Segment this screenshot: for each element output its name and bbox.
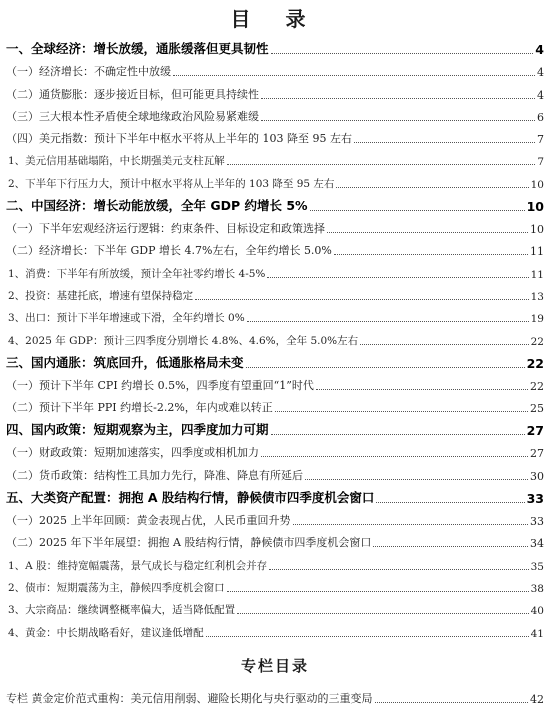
toc-entry[interactable] (6, 617, 544, 639)
toc-entry[interactable] (6, 506, 544, 528)
toc-entry-label: 1、消费：下半年有所放缓，预计全年社零约增长 4-5% (8, 267, 266, 280)
dot-leader (360, 344, 528, 345)
toc-entry-label: 4、黄金：中长期战略看好，建议逢低增配 (8, 626, 204, 639)
dot-leader (327, 232, 528, 233)
dot-leader (271, 434, 525, 435)
toc-entry-page: 11 (530, 245, 544, 259)
toc-entry-label: 2、投资：基建托底，增速有望保持稳定 (8, 289, 194, 302)
dot-leader (269, 569, 529, 570)
toc-entry[interactable] (6, 325, 544, 347)
dot-leader (316, 389, 528, 390)
dot-leader (373, 546, 528, 547)
toc-entry[interactable] (6, 483, 544, 506)
dot-leader (246, 367, 525, 368)
dot-leader (293, 524, 529, 525)
toc-entry-label: 一、全球经济：增长放缓，通胀缓落但更具韧性 (6, 41, 269, 56)
toc-entry[interactable] (6, 236, 544, 258)
toc-entry[interactable] (6, 550, 544, 572)
dot-leader (173, 75, 535, 76)
dot-leader (227, 591, 529, 592)
toc-entry[interactable] (6, 281, 544, 303)
toc-entry-label: （三）三大根本性矛盾使全球地缘政治风险易紧难缓 (6, 109, 259, 123)
dot-leader (375, 702, 529, 703)
toc-entry-label: （二）经济增长：下半年 GDP 增长 4.7%左右，全年约增长 5.0% (6, 244, 332, 258)
toc-entry-page: 4 (537, 66, 544, 80)
toc-entry-label: （四）美元指数：预计下半年中枢水平将从上半年的 103 降至 95 左右 (6, 132, 352, 146)
toc-entry[interactable] (6, 348, 544, 371)
toc-entry-page: 25 (530, 402, 544, 416)
dot-leader (247, 321, 529, 322)
toc-entry-page: 4 (535, 42, 544, 57)
toc-entry-page: 13 (530, 290, 544, 303)
toc-entry[interactable] (6, 34, 544, 57)
toc-entry-page: 10 (530, 223, 544, 237)
dot-leader (195, 299, 528, 300)
toc-entry-label: （一）预计下半年 CPI 约增长 0.5%，四季度有望重回“1”时代 (6, 378, 314, 392)
toc-entry-label: （二）预计下半年 PPI 约增长-2.2%，年内或难以转正 (6, 401, 273, 415)
toc-entry-label: 2、债市：短期震荡为主，静候四季度机会窗口 (8, 581, 225, 594)
toc-entry[interactable] (6, 573, 544, 595)
dot-leader (354, 142, 535, 143)
toc-entry[interactable] (6, 303, 544, 325)
dot-leader (267, 277, 528, 278)
toc-entry[interactable] (6, 258, 544, 280)
toc-entry-label: （二）货币政策：结构性工具加力先行，降准、降息有所延后 (6, 468, 303, 482)
dot-leader (206, 636, 529, 637)
dot-leader (376, 502, 524, 503)
toc-entry-label: 二、中国经济：增长动能放缓，全年 GDP 约增长 5% (6, 197, 308, 213)
toc-entry[interactable] (6, 102, 544, 124)
toc-entry-page: 6 (537, 110, 544, 124)
toc-entry-label: （一）经济增长：不确定性中放缓 (6, 65, 171, 79)
dot-leader (275, 411, 528, 412)
toc-entry[interactable] (6, 191, 544, 214)
toc-entry-label: 1、A 股：维持宽幅震荡，景气成长与稳定红利机会并存 (8, 559, 268, 572)
dot-leader (271, 53, 534, 54)
toc-entry-page: 7 (537, 156, 544, 169)
toc-entry[interactable] (6, 124, 544, 146)
toc-entry-page: 22 (526, 355, 544, 371)
toc-entry-page: 38 (530, 582, 544, 595)
toc-entry-label: 2、下半年下行压力大，预计中枢水平将从上半年的 103 降至 95 左右 (8, 177, 335, 190)
toc-entry-page: 22 (530, 379, 544, 393)
toc-entry-label: （一）2025 上半年回顾：黄金表现占优，人民币重回升势 (6, 514, 291, 528)
toc-entry[interactable] (6, 371, 544, 393)
toc-entry-label: 四、国内政策：短期观察为主，四季度加力可期 (6, 422, 269, 438)
dot-leader (305, 479, 528, 480)
dot-leader (227, 164, 536, 165)
toc-entry-label: 3、大宗商品：继续调整概率偏大，适当降低配置 (8, 604, 236, 617)
toc-entry-label: 4、2025 年 GDP：预计三四季度分别增长 4.8%、4.6%，全年 5.0%左右 (8, 334, 359, 347)
toc-entry-label: 1、美元信用基础塌陷，中长期强美元支柱瓦解 (8, 155, 225, 168)
toc-entry-page: 27 (530, 447, 544, 461)
toc-entry[interactable] (6, 415, 544, 438)
toc-entry-page: 10 (526, 198, 544, 214)
toc-entry[interactable] (6, 146, 544, 168)
toc-entry-page: 19 (530, 313, 544, 326)
toc-entry-page: 41 (530, 627, 544, 640)
toc-entry-page: 30 (530, 469, 544, 483)
toc-entry-page: 33 (526, 490, 544, 506)
dot-leader (334, 254, 528, 255)
toc-entry-page: 22 (530, 335, 544, 348)
toc-entry-page: 35 (530, 560, 544, 573)
toc-entry-label: （一）财政政策：短期加速落实，四季度或相机加力 (6, 446, 259, 460)
toc-entry-page: 42 (530, 692, 544, 706)
toc-entry[interactable] (6, 214, 544, 236)
toc-entry-page: 10 (530, 178, 544, 191)
toc-entry[interactable] (6, 684, 544, 706)
dot-leader (261, 456, 528, 457)
toc-entry[interactable] (6, 438, 544, 460)
toc-entry-label: 五、大类资产配置：拥抱 A 股结构行情，静候债市四季度机会窗口 (6, 489, 375, 505)
toc-entry[interactable] (6, 57, 544, 79)
dot-leader (261, 120, 535, 121)
toc-entry[interactable] (6, 595, 544, 617)
toc-entry-label: （二）通货膨胀：逐步接近目标，但可能更具持续性 (6, 87, 259, 101)
toc-entry-page: 34 (530, 537, 544, 551)
toc-entry[interactable] (6, 79, 544, 101)
toc-entry-label: （一）下半年宏观经济运行逻辑：约束条件、目标设定和政策选择 (6, 222, 325, 236)
toc-entry[interactable] (6, 528, 544, 550)
toc-entry-label: 三、国内通胀：筑底回升，低通胀格局未变 (6, 354, 244, 370)
toc-entry-page: 27 (526, 423, 544, 439)
toc-entry-page: 4 (537, 88, 544, 102)
dot-leader (310, 210, 525, 211)
column-toc-title: 专栏目录 (240, 656, 309, 675)
toc-entry-page: 7 (537, 133, 544, 147)
column-toc-list (6, 684, 544, 706)
toc-entry-page: 11 (530, 268, 544, 281)
dot-leader (261, 98, 535, 99)
toc-entry[interactable] (6, 168, 544, 190)
toc-entry-label: 3、出口：预计下半年增速或下滑，全年约增长 0% (8, 312, 245, 325)
toc-entry-label: （二）2025 年下半年展望：拥抱 A 股结构行情，静候债市四季度机会窗口 (6, 536, 372, 550)
dot-leader (237, 613, 528, 614)
toc-list (6, 34, 544, 640)
page-title: 目 录 (230, 7, 320, 31)
toc-entry[interactable] (6, 460, 544, 482)
toc-entry[interactable] (6, 393, 544, 415)
toc-entry-label: 专栏 黄金定价范式重构：美元信用削弱、避险长期化与央行驱动的三重变局 (6, 691, 373, 705)
toc-entry-page: 33 (530, 515, 544, 529)
dot-leader (336, 187, 528, 188)
toc-entry-page: 40 (530, 605, 544, 618)
